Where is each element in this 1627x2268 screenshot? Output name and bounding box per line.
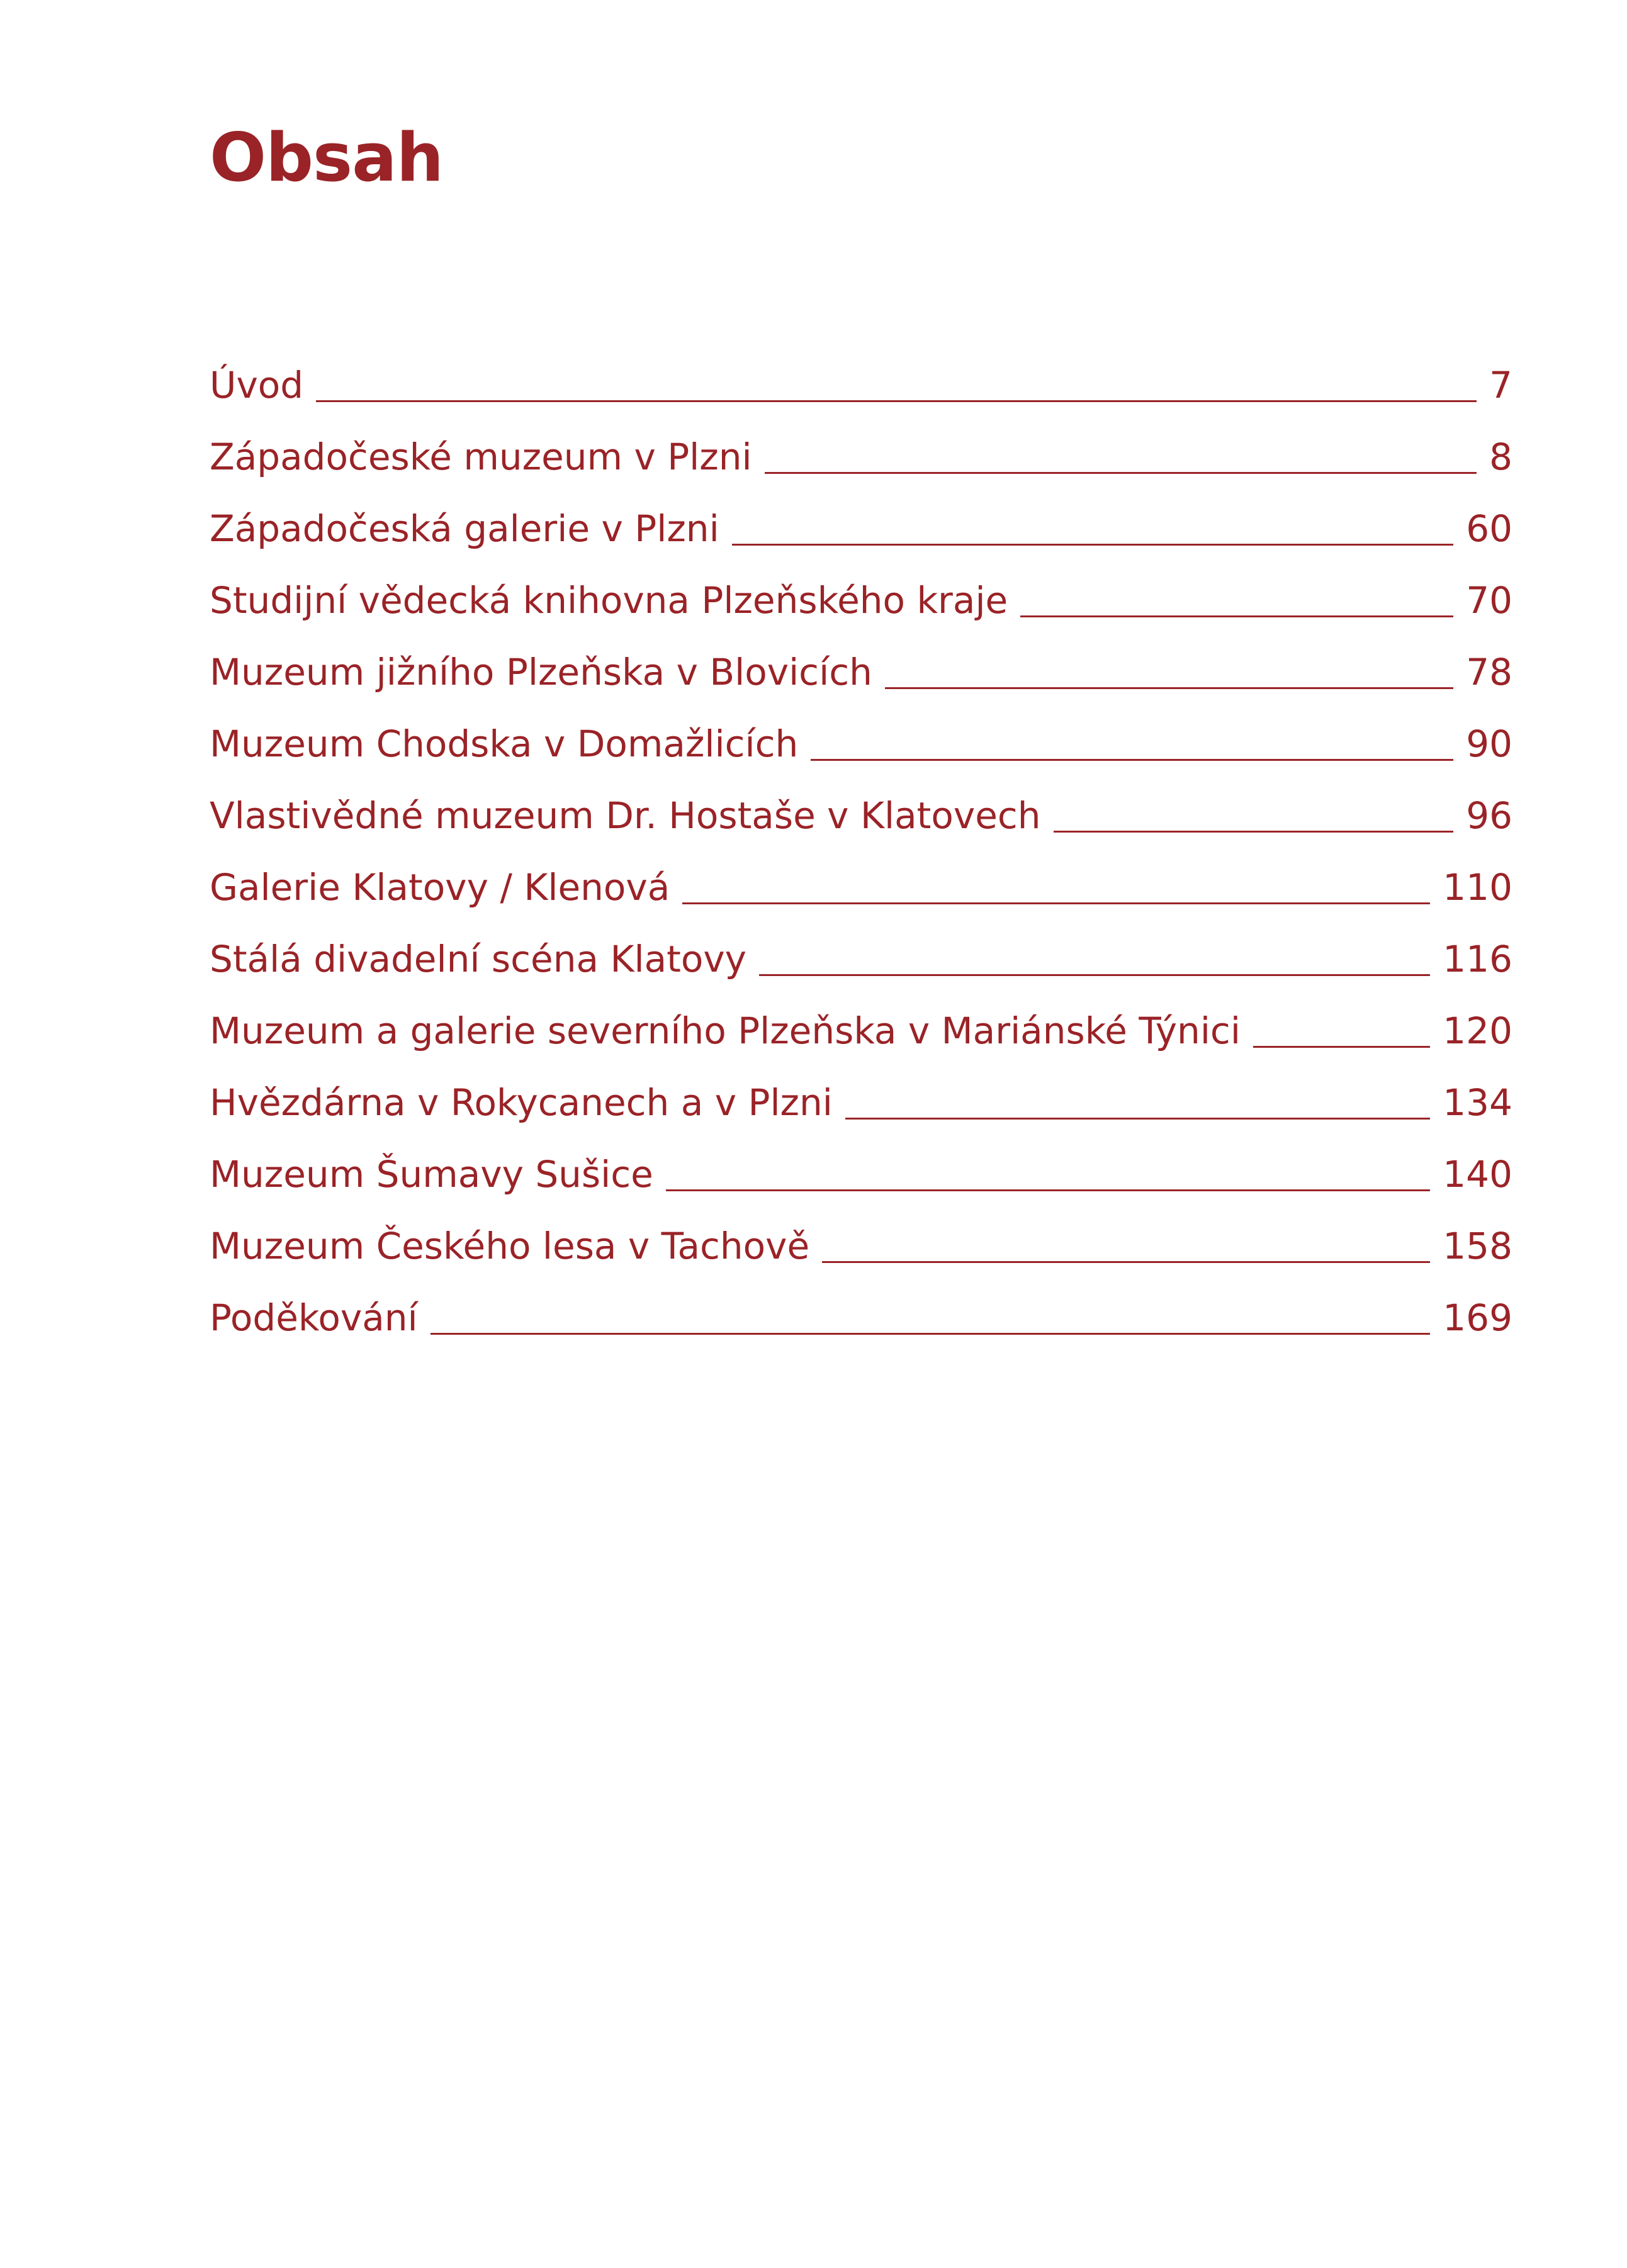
toc-entry-page-number: 134 — [1443, 1081, 1512, 1124]
toc-leader-line — [1054, 831, 1454, 833]
toc-entry-hvezdarna — [210, 1067, 1512, 1138]
toc-leader-line — [431, 1333, 1431, 1335]
toc-entry-vlastivedne-muzeum — [210, 780, 1512, 851]
toc-entry-page-number: 8 — [1489, 435, 1512, 478]
toc-leader-line — [1020, 615, 1453, 617]
toc-entry-label: Stálá divadelní scéna Klatovy — [210, 938, 747, 980]
toc-entry-label: Studijní vědecká knihovna Plzeňského kraje — [210, 579, 1008, 622]
toc-entry-muzeum-a-galerie-severniho-plzenska — [210, 995, 1512, 1067]
toc-entry-page-number: 110 — [1443, 866, 1512, 909]
toc-leader-line — [845, 1118, 1430, 1120]
toc-entry-label: Muzeum Šumavy Sušice — [210, 1153, 653, 1196]
toc-entry-page-number: 90 — [1466, 722, 1512, 765]
toc-entry-studijni-vedecka-knihovna — [210, 564, 1512, 636]
toc-entry-label: Západočeské muzeum v Plzni — [210, 435, 752, 478]
toc-entry-label: Muzeum Českého lesa v Tachově — [210, 1225, 810, 1267]
toc-entry-muzeum-chodska — [210, 708, 1512, 780]
toc-entry-zapadoceska-galerie — [210, 493, 1512, 564]
toc-leader-line — [316, 400, 1477, 402]
toc-leader-line — [1253, 1046, 1430, 1048]
toc-entry-galerie-klatovy — [210, 851, 1512, 923]
toc-entry-uvod — [210, 349, 1512, 421]
toc-entry-page-number: 158 — [1443, 1225, 1512, 1267]
toc-entry-label: Galerie Klatovy / Klenová — [210, 866, 670, 909]
toc-entry-page-number: 120 — [1443, 1009, 1512, 1052]
toc-entry-label: Hvězdárna v Rokycanech a v Plzni — [210, 1081, 833, 1124]
toc-entry-page-number: 140 — [1443, 1153, 1512, 1196]
toc-entry-page-number: 70 — [1466, 579, 1512, 622]
toc-leader-line — [759, 974, 1430, 976]
toc-entry-label: Muzeum a galerie severního Plzeňska v Mariánské Týnici — [210, 1009, 1241, 1052]
toc-entry-page-number: 78 — [1466, 651, 1512, 693]
toc-entry-page-number: 96 — [1466, 794, 1512, 837]
toc-entry-muzeum-ceskeho-lesa — [210, 1210, 1512, 1282]
toc-leader-line — [682, 902, 1430, 904]
toc-entry-page-number: 7 — [1489, 364, 1512, 407]
toc-entry-muzeum-jizniho-plzenska — [210, 636, 1512, 708]
toc-entry-page-number: 60 — [1466, 507, 1512, 550]
toc-entry-label: Západočeská galerie v Plzni — [210, 507, 719, 550]
toc-leader-line — [666, 1189, 1430, 1191]
toc-entry-zapadoceske-muzeum — [210, 421, 1512, 493]
toc-entry-label: Vlastivědné muzeum Dr. Hostaše v Klatovech — [210, 794, 1041, 837]
toc-leader-line — [732, 544, 1454, 546]
toc-entry-label: Muzeum jižního Plzeňska v Blovicích — [210, 651, 872, 693]
toc-entry-label: Úvod — [210, 364, 304, 407]
toc-entry-stala-divadelni-scena — [210, 923, 1512, 995]
toc-leader-line — [811, 759, 1453, 761]
toc-entry-label: Muzeum Chodska v Domažlicích — [210, 722, 799, 765]
toc-entry-muzeum-sumavy — [210, 1138, 1512, 1210]
table-of-contents — [210, 349, 1512, 1354]
toc-leader-line — [765, 472, 1477, 474]
page-title: Obsah — [210, 119, 444, 196]
toc-leader-line — [822, 1261, 1430, 1263]
toc-entry-page-number: 169 — [1443, 1296, 1512, 1339]
toc-leader-line — [885, 687, 1453, 689]
toc-entry-label: Poděkování — [210, 1296, 418, 1339]
toc-entry-podekovani — [210, 1282, 1512, 1354]
toc-entry-page-number: 116 — [1443, 938, 1512, 980]
